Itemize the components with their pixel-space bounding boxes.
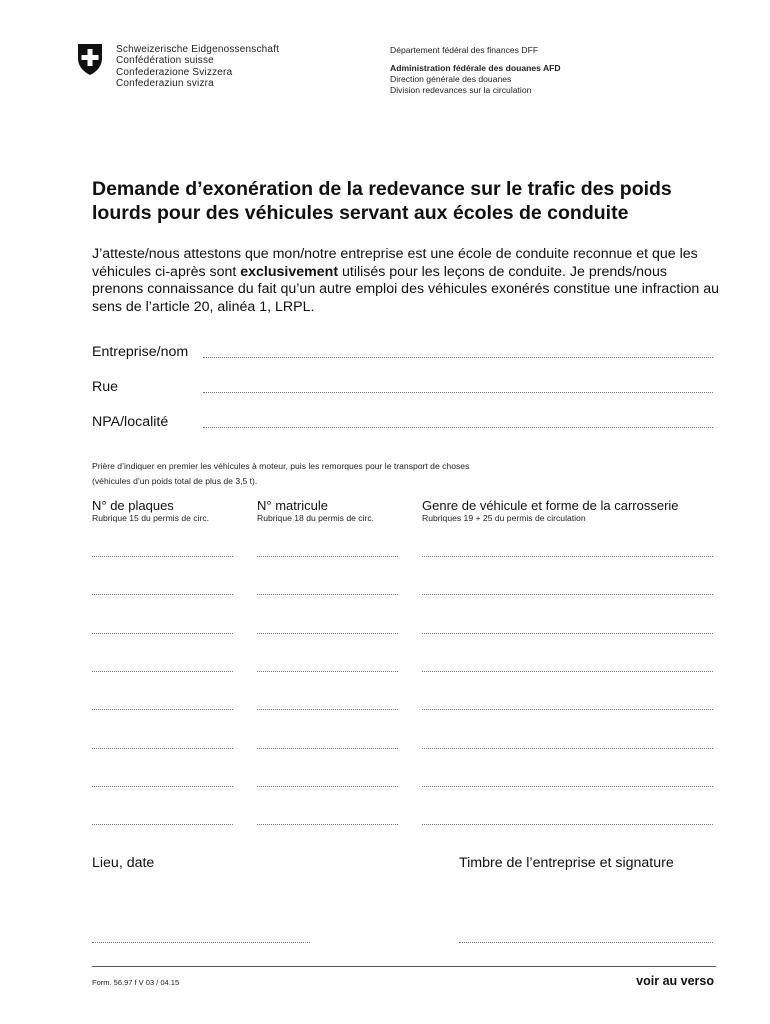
column-genre-title: Genre de véhicule et forme de la carrosserie xyxy=(422,498,679,513)
locality-field[interactable] xyxy=(203,427,713,428)
see-reverse-note: voir au verso xyxy=(636,974,714,988)
confederation-line-fr: Confédération suisse xyxy=(116,55,214,67)
place-date-field[interactable] xyxy=(92,942,310,943)
administration-name: Administration fédérale des douanes AFD xyxy=(390,63,561,73)
stamp-signature-field[interactable] xyxy=(459,942,713,943)
direction-name: Direction générale des douanes xyxy=(390,74,512,84)
confederation-line-rm: Confederaziun svizra xyxy=(116,78,214,90)
vehicle-plates-field[interactable] xyxy=(92,824,233,825)
vehicle-plates-field[interactable] xyxy=(92,594,233,595)
confederation-line-it: Confederazione Svizzera xyxy=(116,66,233,78)
division-name: Division redevances sur la circulation xyxy=(390,85,532,95)
column-genre-subtitle: Rubriques 19 + 25 du permis de circulation xyxy=(422,513,586,523)
vehicle-plates-field[interactable] xyxy=(92,633,233,634)
column-plates-title: N° de plaques xyxy=(92,498,174,513)
vehicle-genre-field[interactable] xyxy=(422,671,713,672)
column-matricule-title: N° matricule xyxy=(257,498,328,513)
vehicle-genre-field[interactable] xyxy=(422,786,713,787)
vehicle-matricule-field[interactable] xyxy=(257,633,398,634)
form-number: Form. 56.97 f V 03 / 04.15 xyxy=(92,978,180,987)
vehicle-matricule-field[interactable] xyxy=(257,824,398,825)
vehicle-matricule-field[interactable] xyxy=(257,748,398,749)
vehicle-plates-field[interactable] xyxy=(92,556,233,557)
vehicle-matricule-field[interactable] xyxy=(257,594,398,595)
place-date-label: Lieu, date xyxy=(92,855,155,871)
vehicle-plates-field[interactable] xyxy=(92,709,233,710)
vehicle-plates-field[interactable] xyxy=(92,748,233,749)
vehicle-genre-field[interactable] xyxy=(422,709,713,710)
intro-text-bold: exclusivement xyxy=(240,263,339,280)
vehicle-genre-field[interactable] xyxy=(422,594,713,595)
vehicle-genre-field[interactable] xyxy=(422,633,713,634)
vehicle-matricule-field[interactable] xyxy=(257,556,398,557)
instruction-note xyxy=(92,459,469,489)
confederation-line-de: Schweizerische Eidgenossenschaft xyxy=(116,44,280,55)
intro-text-start: J’atteste/nous attestons que mon/notre entreprise est une école de conduite reconnue et que les véhicules ci-après sont xyxy=(92,246,698,280)
column-genre-header xyxy=(422,499,679,523)
instruction-note-line-1: Prière d’indiquer en premier les véhicules à moteur, puis les remorques pour le transport de choses xyxy=(92,461,470,471)
department-block xyxy=(390,45,561,96)
footer-rule xyxy=(92,966,716,967)
street-field[interactable] xyxy=(203,392,713,393)
department-name: Département fédéral des finances DFF xyxy=(390,45,539,55)
vehicle-genre-field[interactable] xyxy=(422,748,713,749)
vehicle-genre-field[interactable] xyxy=(422,824,713,825)
vehicle-matricule-field[interactable] xyxy=(257,786,398,787)
company-field[interactable] xyxy=(203,357,713,358)
swiss-cross-shield-icon xyxy=(76,42,104,76)
confederation-names xyxy=(116,44,279,90)
intro-paragraph xyxy=(92,246,722,316)
vehicle-plates-field[interactable] xyxy=(92,786,233,787)
vehicle-plates-field[interactable] xyxy=(92,671,233,672)
stamp-signature-label: Timbre de l’entreprise et signature xyxy=(459,855,674,871)
intro-text-end: utilisés pour les leçons de conduite. Je prends/nous prenons connaissance du fait qu’un autre emploi des véhicules exonérés constitue une infraction au sens de l’article 20, alinéa 1, LRPL. xyxy=(92,263,720,315)
street-label: Rue xyxy=(92,379,119,395)
column-matricule-header xyxy=(257,499,374,523)
company-label: Entreprise/nom xyxy=(92,344,189,360)
vehicle-genre-field[interactable] xyxy=(422,556,713,557)
column-plates-subtitle: Rubrique 15 du permis de circ. xyxy=(92,513,210,523)
locality-label: NPA/localité xyxy=(92,414,169,430)
column-matricule-subtitle: Rubrique 18 du permis de circ. xyxy=(257,513,375,523)
vehicle-matricule-field[interactable] xyxy=(257,709,398,710)
page-title: Demande d’exonération de la redevance sur le trafic des poids lourds pour des véhicules servant aux écoles de conduite xyxy=(92,178,672,224)
vehicle-matricule-field[interactable] xyxy=(257,671,398,672)
instruction-note-line-2: (véhicules d’un poids total de plus de 3,5 t). xyxy=(92,476,258,486)
column-plates-header xyxy=(92,499,209,523)
